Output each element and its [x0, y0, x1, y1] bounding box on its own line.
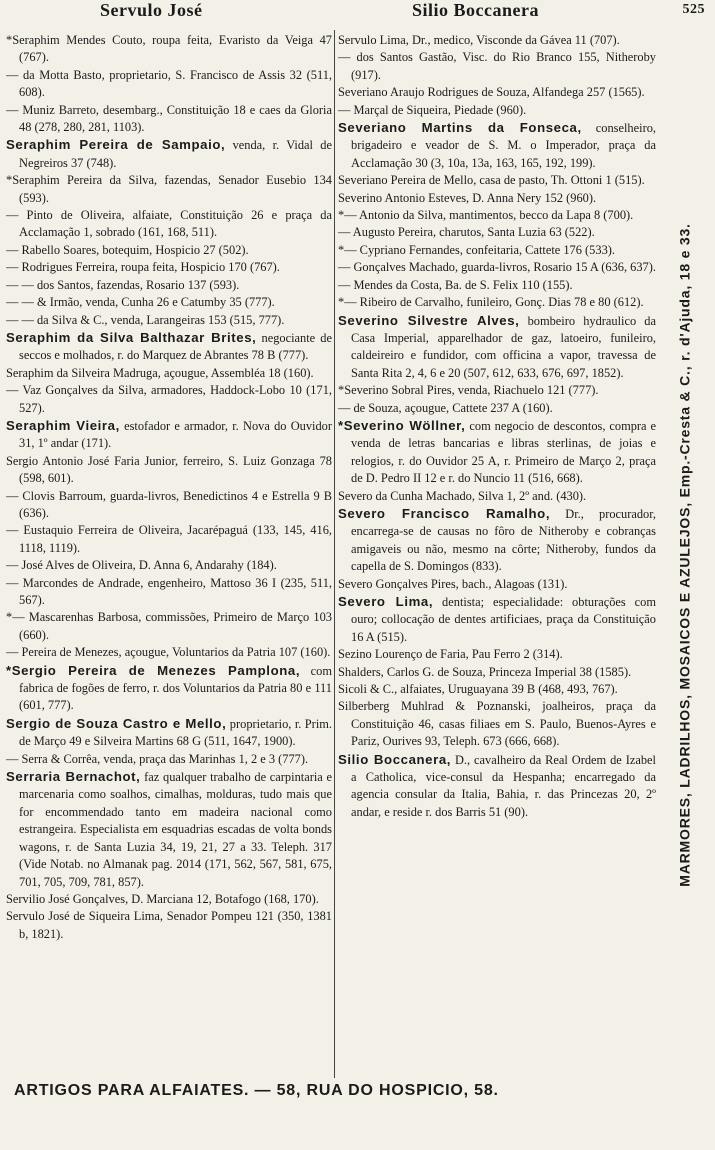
entry-text: estofador e armador, r. Nova do Ouvidor 31, 1º andar (171).: [19, 418, 332, 451]
directory-entry: [338, 207, 656, 224]
entry-name: Severino Silvestre Alves,: [338, 312, 520, 328]
directory-entry: [6, 32, 332, 67]
directory-entry: [338, 400, 656, 417]
entry-text: Seraphim da Silveira Madruga, açougue, Assembléa 18 (160).: [6, 365, 314, 380]
directory-entry: [338, 312, 656, 383]
entry-name: Severo Francisco Ramalho,: [338, 505, 551, 521]
entry-text: — Serra & Corrêa, venda, praça das Marinhas 1, 2 e 3 (777).: [6, 751, 309, 766]
entry-text: Shalders, Carlos G. de Souza, Princeza Imperial 38 (1585).: [338, 664, 632, 679]
entry-name: Severiano Martins da Fonseca,: [338, 120, 582, 136]
entry-text: — Pinto de Oliveira, alfaiate, Constituição 26 e praça da Acclamação 1, sobrado (161, 168, 511).: [6, 208, 332, 240]
entry-text: com negocio de descontos, compra e venda de letras bancarias e libras sterlinas, de joias e relogios, r. do Ouvidor 25 A, r. Primeiro de Março 2, praça de D. Pedro II 12 e r. do Nuncio 11 (516, 668).: [351, 418, 656, 486]
entry-text: Sicoli & C., alfaiates, Uruguayana 39 B (468, 493, 767).: [338, 682, 618, 697]
column-divider: [334, 30, 335, 1078]
directory-entry: [6, 644, 332, 661]
entry-text: — Rabello Soares, botequim, Hospicio 27 (502).: [6, 242, 249, 257]
entry-text: Servulo José de Siqueira Lima, Senador Pompeu 121 (350, 1381 b, 1821).: [6, 909, 332, 941]
entry-text: *— Ribeiro de Carvalho, funileiro, Gonç. Dias 78 e 80 (612).: [338, 295, 644, 310]
entry-text: *— Cypriano Fernandes, confeitaria, Cattete 176 (533).: [338, 242, 615, 257]
running-head-right: Silio Boccanera: [412, 0, 539, 20]
entry-text: Severino Antonio Esteves, D. Anna Nery 152 (960).: [338, 190, 597, 205]
directory-entry: [6, 67, 332, 102]
entry-text: proprietario, r. Prim. de Março 49 e Silveira Martins 68 G (511, 1647, 1900).: [19, 716, 332, 749]
directory-entry: [338, 593, 656, 646]
directory-entry: [6, 382, 332, 417]
entry-text: com fabrica de fogões de ferro, r. dos Voluntarios da Patria 80 e 111 (601, 777).: [19, 663, 332, 713]
directory-entry: [6, 136, 332, 172]
running-head-left: Servulo José: [100, 0, 203, 20]
directory-entry: [6, 575, 332, 610]
entry-text: D., cavalheiro da Real Ordem de Izabel a Catholica, vice-consul da Hespanha; encarregado da agencia consular da Italia, Bahia, r. das Princezas 20, 2º andar, e reside r. dos Barris 51 (90).: [351, 752, 656, 819]
entry-text: — Clovis Barroum, guarda-livros, Benedictinos 4 e Estrella 9 B (636).: [6, 488, 332, 520]
entry-text: — dos Santos Gastão, Visc. do Rio Branco 155, Nitheroby (917).: [338, 50, 656, 82]
side-advertisement: [660, 32, 710, 1077]
entry-text: dentista; especialidade: obturações com ouro; collocação de dentes artificiaes, praça da Constituição 16 A (515).: [351, 595, 656, 644]
directory-entry: [6, 207, 332, 242]
directory-entry: [338, 259, 656, 276]
entry-name: Severo Lima,: [338, 594, 434, 609]
entry-text: Severiano Pereira de Mello, casa de pasto, Th. Ottoni 1 (515).: [338, 173, 645, 188]
directory-entry: [338, 417, 656, 488]
entry-text: Severo Gonçalves Pires, bach., Alagoas (131).: [338, 576, 568, 591]
entry-name: Sergio de Souza Castro e Mello,: [6, 715, 227, 731]
entry-text: — Marçal de Siqueira, Piedade (960).: [338, 102, 527, 117]
directory-entry: [6, 312, 332, 329]
directory-entry: [338, 488, 656, 505]
entry-text: — José Alves de Oliveira, D. Anna 6, Andarahy (184).: [6, 558, 277, 573]
directory-entry: [338, 224, 656, 241]
entry-text: — Eustaquio Ferreira de Oliveira, Jacarépaguá (133, 145, 416, 1118, 1119).: [6, 523, 332, 555]
directory-entry: [338, 277, 656, 294]
left-column: [6, 32, 332, 1077]
directory-entry: [6, 908, 332, 943]
entry-text: — Mendes da Costa, Ba. de S. Felix 110 (155).: [338, 277, 573, 292]
directory-entry: [338, 698, 656, 750]
entry-text: — Vaz Gonçalves da Silva, armadores, Haddock-Lobo 10 (171, 527).: [6, 383, 332, 415]
entry-text: — de Souza, açougue, Cattete 237 A (160).: [338, 400, 553, 415]
directory-entry: [6, 242, 332, 259]
directory-entry: [6, 488, 332, 523]
directory-entry: [338, 172, 656, 189]
directory-entry: [338, 32, 656, 49]
entry-text: — Gonçalves Machado, guarda-livros, Rosario 15 A (636, 637).: [338, 260, 656, 275]
directory-entry: [338, 681, 656, 698]
directory-entry: [6, 609, 332, 644]
entry-text: venda, r. Vidal de Negreiros 37 (748).: [19, 138, 332, 170]
entry-text: negociante de seccos e molhados, r. do Marquez de Abrantes 78 B (777).: [19, 330, 332, 363]
entry-text: Severiano Araujo Rodrigues de Souza, Alfandega 257 (1565).: [338, 85, 645, 100]
entry-text: — — dos Santos, fazendas, Rosario 137 (593).: [6, 277, 240, 292]
directory-entry: [338, 242, 656, 259]
directory-entry: [338, 751, 656, 822]
directory-entry: [6, 522, 332, 557]
directory-entry: [6, 365, 332, 382]
entry-text: — — & Irmão, venda, Cunha 26 e Catumby 35 (777).: [6, 295, 275, 310]
entry-text: — Rodrigues Ferreira, roupa feita, Hospicio 170 (767).: [6, 260, 280, 275]
entry-text: faz qualquer trabalho de carpintaria e marcenaria como soalhos, cimalhas, molduras, tudo mais que for encommendado tanto em madeira nacional como estrangeira. Especialista em esquadrias escadas de volta bonds wagons, r. de Santa Luzia 34, 19, 21, 27 a 33. Teleph. 317 (Vide Notab. no Almanak pag. 2014 (171, 562, 567, 581, 675, 701, 705, 709, 781, 857).: [19, 770, 332, 889]
entry-name: Seraphim da Silva Balthazar Brites,: [6, 329, 257, 345]
entry-text: bombeiro hydraulico da Casa Imperial, apparelhador de gaz, latoeiro, funileiro, caldeireiro e fundidor, com officina a vapor, travessa de Santa Rita 2, 4, 6 e 20 (507, 612, 633, 676, 697, 1852).: [351, 313, 656, 380]
directory-entry: [6, 294, 332, 311]
directory-entry: [6, 102, 332, 137]
entry-name: Serraria Bernachot,: [6, 769, 141, 785]
entry-text: — — da Silva & C., venda, Larangeiras 153 (515, 777).: [6, 312, 285, 327]
directory-entry: [6, 891, 332, 908]
directory-entry: [338, 664, 656, 681]
entry-text: — Marcondes de Andrade, engenheiro, Mattoso 36 I (235, 511, 567).: [6, 575, 332, 607]
entry-text: *— Antonio da Silva, mantimentos, becco da Lapa 8 (700).: [338, 208, 634, 223]
entry-name: *Severino Wöllner,: [338, 417, 466, 433]
directory-entry: [6, 768, 332, 891]
directory-entry: [6, 259, 332, 276]
directory-entry: [6, 557, 332, 574]
right-column: [338, 32, 656, 1077]
entry-name: Seraphim Pereira de Sampaio,: [6, 137, 226, 153]
entry-text: — Augusto Pereira, charutos, Santa Luzia 63 (522).: [338, 225, 595, 240]
directory-entry: [338, 119, 656, 172]
page-number: 525: [682, 2, 705, 17]
entry-text: Servulo Lima, Dr., medico, Visconde da Gávea 11 (707).: [338, 33, 620, 47]
directory-entry: [6, 329, 332, 365]
entry-text: Sergio Antonio José Faria Junior, ferreiro, S. Luiz Gonzaga 78 (598, 601).: [6, 453, 332, 486]
directory-entry: [338, 646, 656, 663]
directory-entry: [6, 172, 332, 207]
side-advertisement-text: MARMORES, LADRILHOS, MOSAICOS E AZULEJOS, Emp.-Cresta & C., r. d'Ajuda, 18 e 33.: [677, 222, 693, 887]
entry-text: Severo da Cunha Machado, Silva 1, 2º and. (430).: [338, 488, 587, 503]
directory-entry: [338, 49, 656, 84]
directory-entry: [6, 277, 332, 294]
entry-text: Dr., procurador, encarrega-se de causas no fôro de Nitheroby e cobranças amigaveis ou não, mesmo na côrte; Nitheroby, fundos da capella de S. Domingos (833).: [351, 506, 656, 574]
directory-entry: [338, 382, 656, 399]
entry-text: *Severino Sobral Pires, venda, Riachuelo 121 (777).: [338, 383, 599, 398]
entry-text: Silberberg Muhlrad & Poznanski, joalheiros, praça da Constituição 46, casas filiaes em S. Paulo, Buenos-Ayres e Pariz, Ourives 93, Teleph. 673 (666, 668).: [338, 699, 656, 749]
directory-entry: [338, 102, 656, 119]
entry-text: *Seraphim Mendes Couto, roupa feita, Evaristo da Veiga 47 (767).: [6, 33, 332, 65]
entry-text: — da Motta Basto, proprietario, S. Francisco de Assis 32 (511, 608).: [6, 67, 332, 100]
entry-name: *Sergio Pereira de Menezes Pamplona,: [6, 662, 301, 678]
directory-entry: [338, 84, 656, 101]
entry-text: — Pereira de Menezes, açougue, Voluntarios da Patria 107 (160).: [6, 645, 331, 660]
entry-name: Seraphim Vieira,: [6, 417, 120, 433]
directory-entry: [6, 715, 332, 751]
entry-text: — Muniz Barreto, desembarg., Constituição 18 e caes da Gloria 48 (278, 280, 281, 1103).: [6, 102, 332, 135]
directory-entry: [6, 662, 332, 715]
footer-advertisement: ARTIGOS PARA ALFAIATES. — 58, RUA DO HOSPICIO, 58.: [14, 1082, 499, 1099]
entry-text: *— Mascarenhas Barbosa, commissões, Primeiro de Março 103 (660).: [6, 610, 332, 642]
entry-name: Silio Boccanera,: [338, 751, 452, 767]
directory-entry: [338, 505, 656, 576]
directory-entry: [6, 453, 332, 488]
directory-entry: [338, 576, 656, 593]
entry-text: conselheiro, brigadeiro e veador de S. M. o Imperador, praça da Acclamação 30 (3, 10a, 13a, 163, 165, 192, 199).: [351, 121, 656, 170]
directory-entry: [338, 190, 656, 207]
directory-entry: [338, 294, 656, 311]
entry-text: Sezino Lourenço de Faria, Pau Ferro 2 (314).: [338, 647, 563, 662]
entry-text: *Seraphim Pereira da Silva, fazendas, Senador Eusebio 134 (593).: [6, 173, 332, 205]
directory-entry: [6, 417, 332, 453]
directory-entry: [6, 751, 332, 768]
entry-text: Servilio José Gonçalves, D. Marciana 12, Botafogo (168, 170).: [6, 891, 319, 906]
